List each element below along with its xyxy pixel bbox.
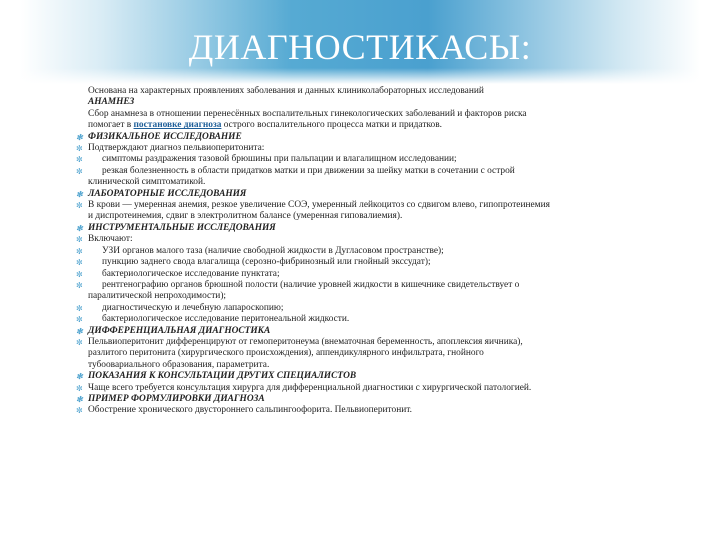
anamnesis-heading [80,97,676,108]
instrumental-intro: Включают: [88,234,133,245]
bullet-icon: ✼ [76,189,83,199]
lab-heading-text: ЛАБОРАТОРНЫЕ ИССЛЕДОВАНИЯ [88,188,247,199]
list-item [76,268,676,280]
differential-item-line-3: тубоовариального образования, параметрита. [88,359,270,370]
list-item [76,234,676,245]
anamnesis-heading-text: АНАМНЕЗ [88,97,135,108]
list-item-continuation [80,291,676,302]
physical-item-3-line-2: клинической симптоматикой. [88,177,206,188]
lab-item-line-2: и диспротеинемия, сдвиг в электролитном балансе (умеренная гиповалиемия). [88,211,403,222]
list-item [76,405,676,416]
anamnesis-text-line-2 [80,120,676,131]
bullet-icon: ✼ [76,303,83,313]
differential-heading [76,325,676,337]
anamnesis-text-2-after: острого воспалительного процесса матки и придатков. [221,120,442,131]
diagnosis-link[interactable]: постановке диагноза [133,120,222,131]
bullet-icon: ✼ [76,144,83,154]
bullet-icon: ✼ [76,223,83,233]
lab-item-line-1: В крови — умеренная анемия, резкое увеличение СОЭ, умеренный лейкоцитоз со сдвигом влево, гипопротеинемия [88,200,550,211]
slide-title: ДИАГНОСТИКАСЫ: [188,27,532,67]
anamnesis-text-1: Сбор анамнеза в отношении перенесённых воспалительных гинекологических заболеваний и факторов риска [88,108,527,119]
consultation-heading [76,371,676,382]
list-item-continuation [80,177,676,188]
consultation-item: Чаще всего требуется консультация хирурга для дифференциальной диагностики с хирургической патологией. [88,382,532,393]
list-item [76,302,676,314]
instrumental-heading-text: ИНСТРУМЕНТАЛЬНЫЕ ИССЛЕДОВАНИЯ [88,222,276,233]
bullet-icon: ✼ [76,280,83,290]
anamnesis-text-line-1 [80,109,676,120]
bullet-icon: ✼ [76,372,83,382]
list-item-continuation [80,211,676,222]
bullet-icon: ✼ [76,394,83,404]
instrumental-item-4-line-2: паралитической непроходимости); [88,291,227,302]
instrumental-item-2: пункцию заднего свода влагалища (серозно-фибринозный или гнойный экссудат); [102,257,431,268]
list-item [76,165,676,177]
example-heading-text: ПРИМЕР ФОРМУЛИРОВКИ ДИАГНОЗА [88,393,265,404]
differential-item-line-2: разлитого перитонита (хирургического происхождения), аппендикулярного инфильтрата, гнойного [88,348,484,359]
bullet-icon: ✼ [76,269,83,279]
intro-text: Основана на характерных проявлениях заболевания и данных клиниколабораторных исследований [88,86,484,96]
list-item-continuation [80,348,676,359]
slide-content [76,86,676,417]
bullet-icon: ✼ [76,406,83,416]
bullet-icon: ✼ [76,337,83,347]
lab-heading [76,188,676,200]
bullet-icon: ✼ [76,258,83,268]
bullet-icon: ✼ [76,235,83,245]
physical-item-2: симптомы раздражения тазовой брюшины при пальпации и влагалищном исследовании; [102,154,457,165]
bullet-icon: ✼ [76,132,83,142]
instrumental-item-6: бактериологическое исследование перитонеальной жидкости. [102,314,350,325]
bullet-icon: ✼ [76,326,83,336]
list-item [76,279,676,291]
physical-heading [76,131,676,143]
bullet-icon: ✼ [76,246,83,256]
differential-item-line-1: Пельвиоперитонит дифференцируют от гемоперитонеума (внематочная беременность, апоплексия яичника), [88,336,523,347]
instrumental-item-3: бактериологическое исследование пунктата; [102,268,280,279]
differential-heading-text: ДИФФЕРЕНЦИАЛЬНАЯ ДИАГНОСТИКА [88,325,271,336]
anamnesis-text-2-before: помогает в [88,120,134,131]
bullet-icon: ✼ [76,383,83,393]
physical-heading-text: ФИЗИКАЛЬНОЕ ИССЛЕДОВАНИЕ [88,131,242,142]
intro-line [80,86,676,97]
instrumental-heading [76,222,676,234]
list-item [76,336,676,348]
physical-item-1: Подтверждают диагноз пельвиоперитонита: [88,143,265,154]
instrumental-item-5: диагностическую и лечебную лапароскопию; [102,302,284,313]
example-heading [76,393,676,405]
list-item [76,200,676,211]
bullet-icon: ✼ [76,315,83,325]
bullet-icon: ✼ [76,155,83,165]
example-item: Обострение хронического двустороннего сальпингоофорита. Пельвиоперитонит. [88,405,412,416]
list-item [76,143,676,154]
consultation-heading-text: ПОКАЗАНИЯ К КОНСУЛЬТАЦИИ ДРУГИХ СПЕЦИАЛИСТОВ [88,371,357,382]
bullet-icon: ✼ [76,166,83,176]
list-item [76,257,676,268]
physical-item-3-line-1: резкая болезненность в области придатков матки и при движении за шейку матки в сочетании с острой [102,165,515,176]
list-item [76,382,676,394]
list-item [76,245,676,257]
list-item [76,154,676,165]
instrumental-item-4-line-1: рентгенографию органов брюшной полости (наличие уровней жидкости в кишечнике свидетельствует о [102,279,520,290]
list-item [76,314,676,325]
list-item-continuation [80,360,676,371]
bullet-icon: ✼ [76,201,83,211]
instrumental-item-1: УЗИ органов малого таза (наличие свободной жидкости в Дугласовом пространстве); [102,245,444,256]
